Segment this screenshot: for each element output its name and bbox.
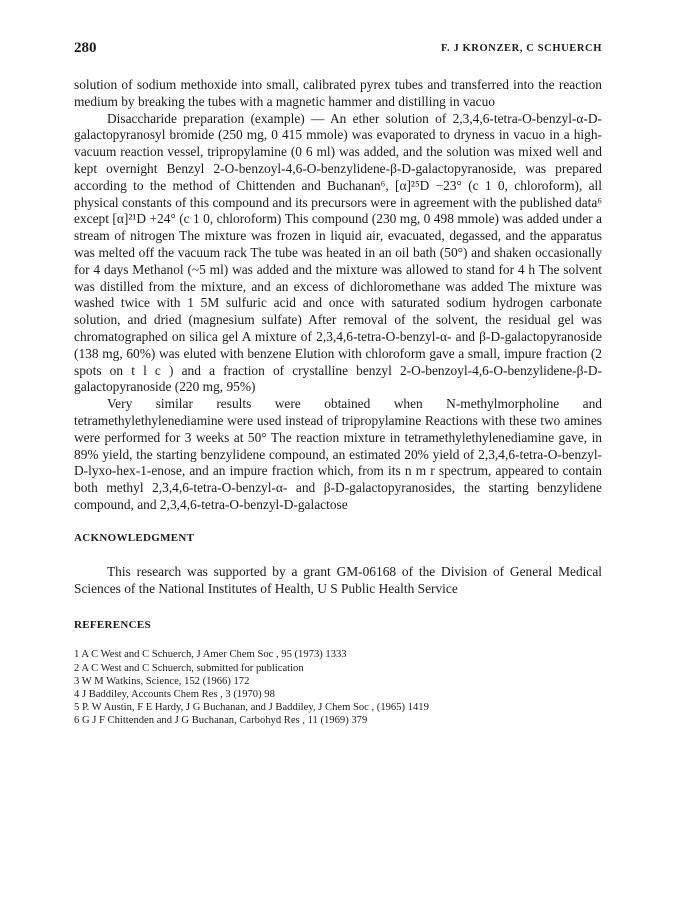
reference-item: 6 G J F Chittenden and J G Buchanan, Carbohyd Res , 11 (1969) 379 bbox=[74, 715, 368, 727]
reference-item: 1 A C West and C Schuerch, J Amer Chem Soc , 95 (1973) 1333 bbox=[74, 649, 347, 661]
references-list bbox=[74, 648, 602, 727]
page-number: 280 bbox=[74, 40, 97, 56]
body-text bbox=[74, 77, 602, 514]
reference-item: 3 W M Watkins, Science, 152 (1966) 172 bbox=[74, 675, 250, 687]
page-header bbox=[74, 40, 602, 60]
reference-item: 2 A C West and C Schuerch, submitted for publication bbox=[74, 662, 304, 674]
paragraph-continuation: solution of sodium methoxide into small, calibrated pyrex tubes and transferred into the reaction medium by breaking the tubes with a magnetic hammer and distilling in vacuo bbox=[74, 77, 602, 109]
reference-item: 5 P. W Austin, F E Hardy, J G Buchanan, and J Baddiley, J Chem Soc , (1965) 1419 bbox=[74, 702, 429, 714]
reference-item: 4 J Baddiley, Accounts Chem Res , 3 (1970) 98 bbox=[74, 688, 275, 700]
paragraph-disaccharide-preparation: Disaccharide preparation (example) — An ether solution of 2,3,4,6-tetra-O-benzyl-α-D-galactopyranosyl bromide (250 mg, 0 415 mmole) was evaporated to dryness in vacuo in a high-vacuum reaction vessel, tripropylamine (0 6 ml) was added, and the solution was mixed well and kept overnight Benzyl 2-O-benzoyl-4,6-O-benzylidene-β-D-galactopyranoside, was prepared according to the method of Chittenden and Buchanan⁶, [α]²⁵D −23° (c 1 0, chloroform), all physical constants of this compound and its precursors were in agreement with the published data⁶ except [α]²¹D +24° (c 1 0, chloroform) This compound (230 mg, 0 498 mmole) was added under a stream of nitrogen The mixture was frozen in liquid air, evacuated, degassed, and the apparatus was melted off the vacuum rack The tube was heated in an oil bath (50°) and shaken occasionally for 4 days Methanol (~5 ml) was added and the mixture was allowed to stand for 4 h The solvent was distilled from the mixture, and an excess of dichloromethane was added The mixture was washed twice with 1 5M sulfuric acid and once with saturated sodium hydrogen carbonate solution, and dried (magnesium sulfate) After removal of the solvent, the residual gel was chromatographed on silica gel A mixture of 2,3,4,6-tetra-O-benzyl-α- and β-D-galactopyranoside (138 mg, 60%) was eluted with benzene Elution with chloroform gave a small, impure fraction (2 spots on t l c ) and a fraction of crystalline benzyl 2-O-benzoyl-4,6-O-benzylidene-β-D-galactopyranoside (220 mg, 95%) bbox=[74, 110, 602, 395]
document-page bbox=[74, 40, 602, 728]
acknowledgment-text: This research was supported by a grant GM-06168 of the Division of General Medical Sciences of the National Institutes of Health, U S Public Health Service bbox=[74, 563, 602, 596]
running-head: F. J KRONZER, C SCHUERCH bbox=[440, 43, 602, 54]
paragraph-similar-results: Very similar results were obtained when N-methylmorpholine and tetramethylethylenediamine were used instead of tripropylamine Reactions with these two amines were performed for 3 weeks at 50° The reaction mixture in tetramethylethylenediamine gave, in 89% yield, the starting benzylidene compound, an estimated 20% yield of 2,3,4,6-tetra-O-benzyl-D-lyxo-hex-1-enose, and an impure fraction which, from its n m r spectrum, appeared to contain both methyl 2,3,4,6-tetra-O-benzyl-α- and β-D-galactopyranosides, the starting benzylidene compound, and 2,3,4,6-tetra-O-benzyl-D-galactose bbox=[74, 396, 602, 512]
acknowledgment-heading: ACKNOWLEDGMENT bbox=[74, 531, 195, 544]
references-heading: REFERENCES bbox=[74, 619, 151, 632]
